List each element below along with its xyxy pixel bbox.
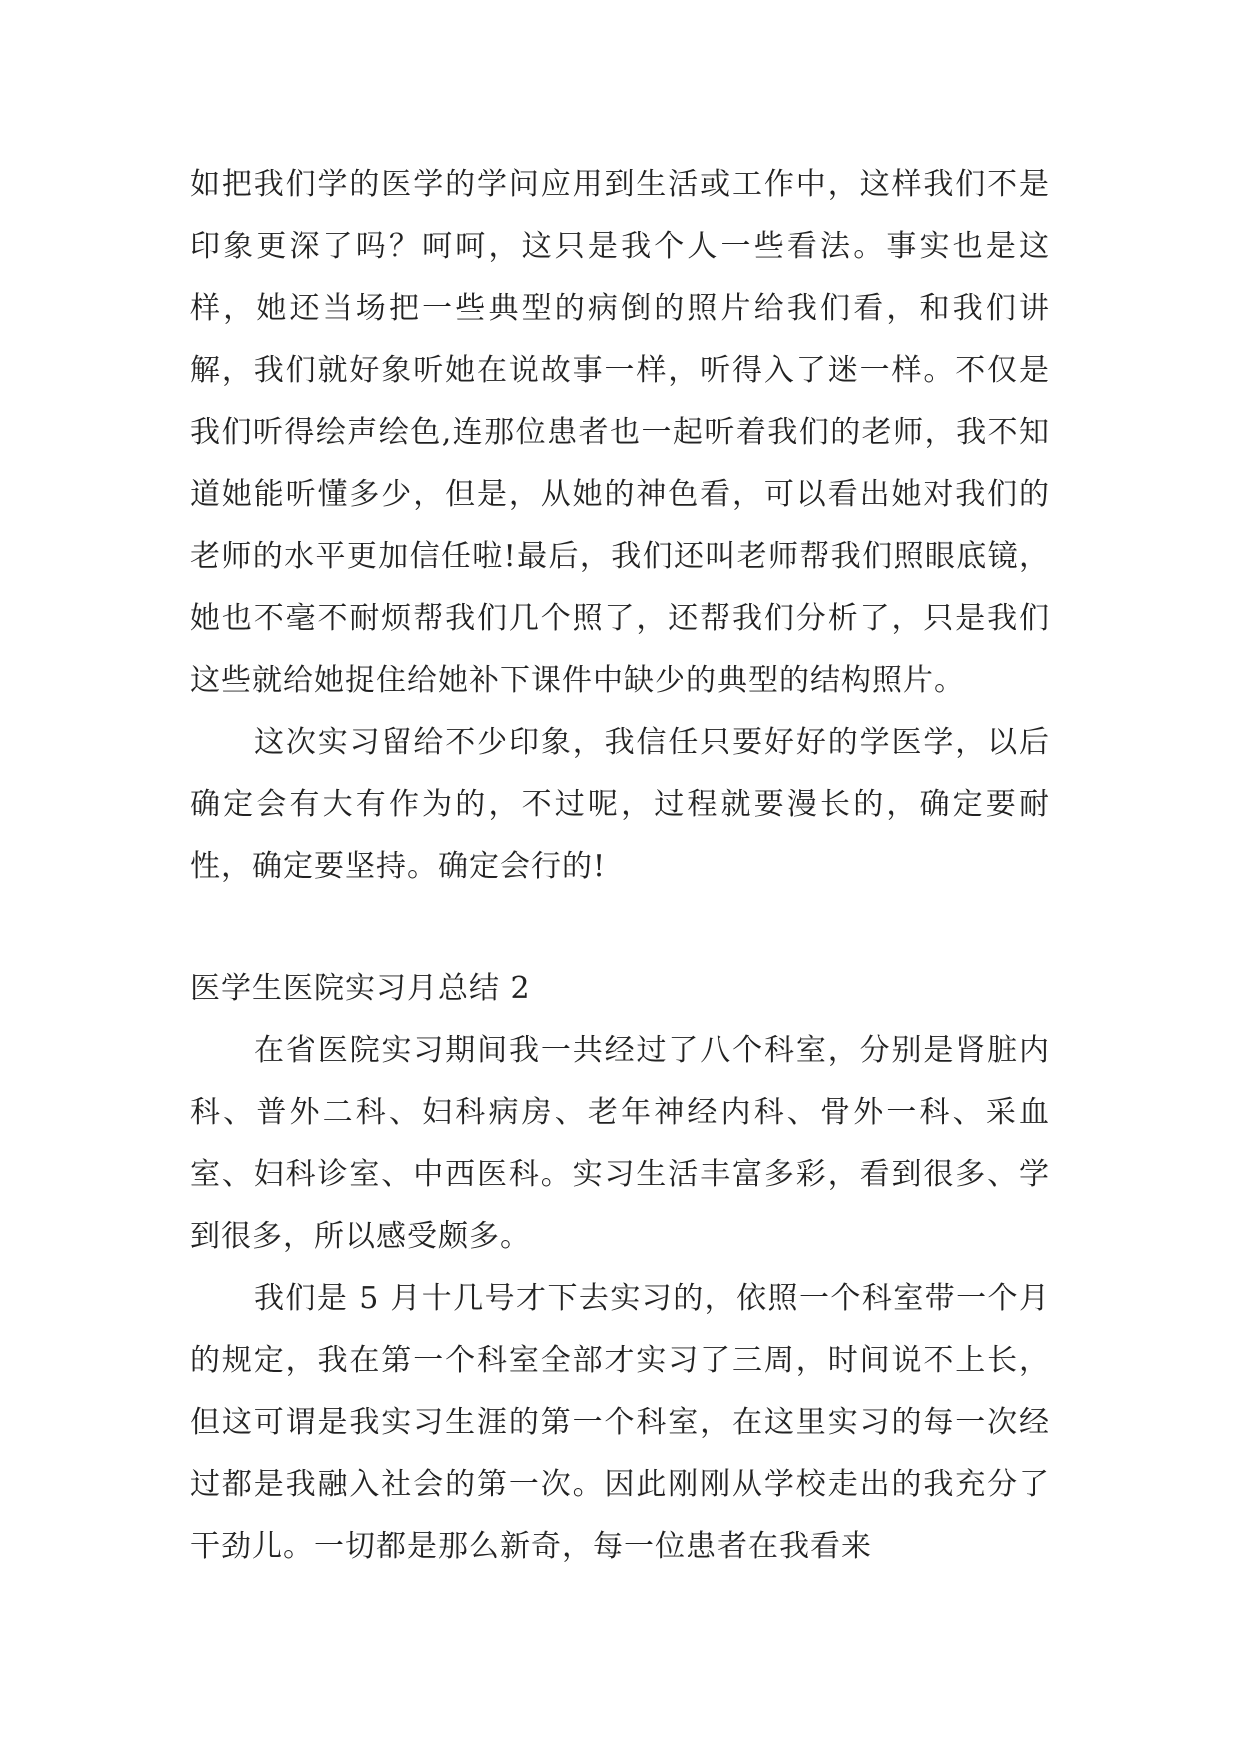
paragraph-first-department: 我们是 5 月十几号才下去实习的，依照一个科室带一个月的规定，我在第一个科室全部才实习了三周，时间说不上长，但这可谓是我实习生涯的第一个科室，在这里实习的每一次经过都是我融入社会的第一次。因此刚刚从学校走出的我充分了干劲儿。一切都是那么新奇，每一位患者在我看来 (190, 1281, 1050, 1564)
section-heading: 医学生医院实习月总结 2 (190, 971, 531, 1006)
paragraph-continued: 如把我们学的医学的学问应用到生活或工作中，这样我们不是印象更深了吗？呵呵，这只是我个人一些看法。事实也是这样，她还当场把一些典型的病倒的照片给我们看，和我们讲解，我们就好象听她在说故事一样，听得入了迷一样。不仅是我们听得绘声绘色,连那位患者也一起听着我们的老师，我不知道她能听懂多少，但是，从她的神色看，可以看出她对我们的老师的水平更加信任啦!最后，我们还叫老师帮我们照眼底镜，她也不毫不耐烦帮我们几个照了，还帮我们分析了，只是我们这些就给她捉住给她补下课件中缺少的典型的结构照片。 (190, 167, 1050, 698)
section-2-body (190, 1020, 1050, 1578)
paragraph-departments: 在省医院实习期间我一共经过了八个科室，分别是肾脏内科、普外二科、妇科病房、老年神经内科、骨外一科、采血室、妇科诊室、中西医科。实习生活丰富多彩，看到很多、学到很多，所以感受颇多。 (190, 1033, 1050, 1254)
paragraph-conclusion: 这次实习留给不少印象，我信任只要好好的学医学，以后确定会有大有作为的，不过呢，过程就要漫长的，确定要耐性，确定要坚持。确定会行的! (190, 725, 1050, 884)
section-1-body (190, 154, 1050, 898)
